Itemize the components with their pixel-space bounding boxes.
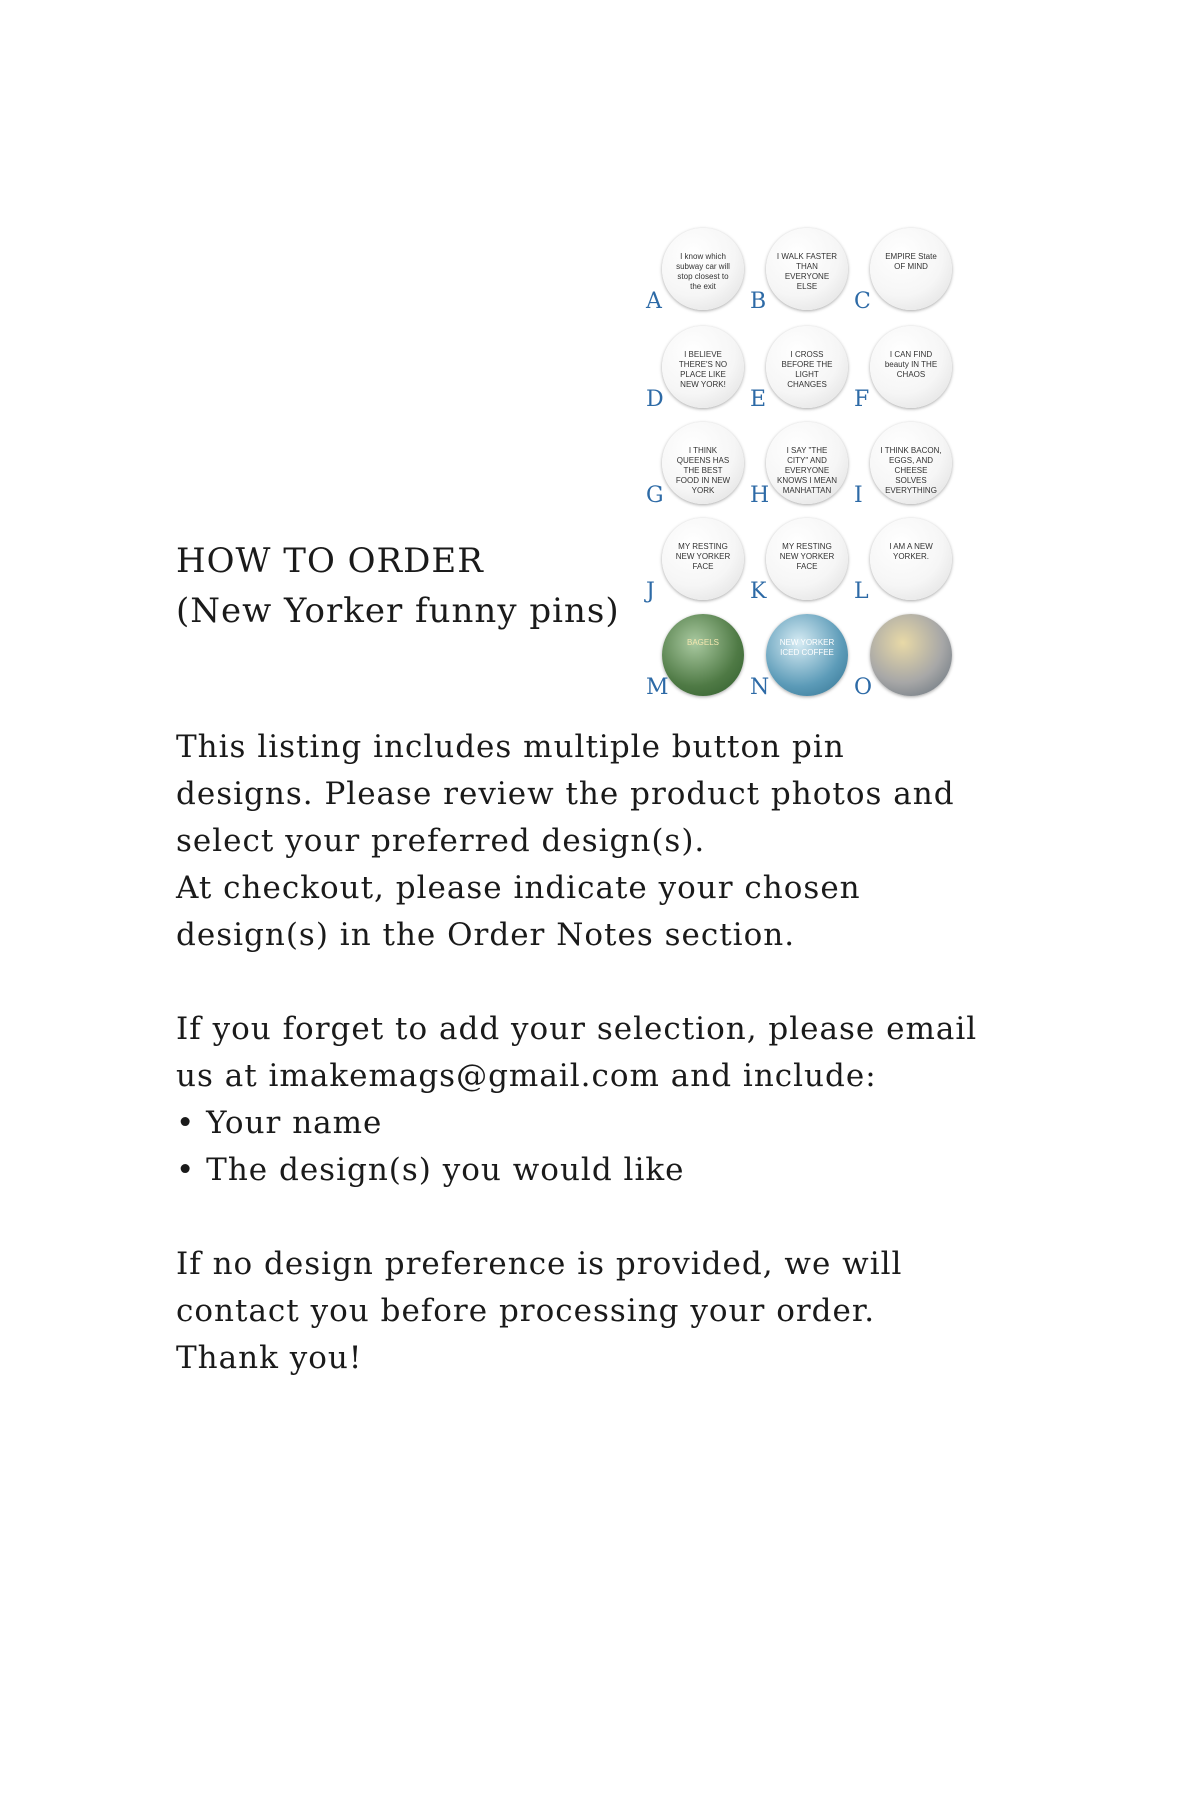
pin-letter: N — [750, 675, 770, 700]
pin-button-image: I AM A NEW YORKER. — [870, 518, 952, 600]
pin-design — [854, 612, 952, 700]
pin-letter: J — [646, 579, 655, 604]
pin-button-image: BAGELS — [662, 614, 744, 696]
pin-letter: L — [854, 579, 869, 604]
pin-design — [646, 420, 744, 508]
instruction-line: This listing includes multiple button pin — [176, 729, 845, 765]
pin-design — [854, 324, 952, 412]
pin-design — [750, 324, 848, 412]
paragraph-gap — [176, 959, 1076, 1006]
pin-design — [854, 420, 952, 508]
pin-button-image: I BELIEVE THERE'S NO PLACE LIKE NEW YORK! — [662, 326, 744, 408]
pin-letter: O — [854, 675, 873, 700]
instruction-line: select your preferred design(s). — [176, 823, 706, 859]
pin-button-image: MY RESTING NEW YORKER FACE — [766, 518, 848, 600]
pin-design — [646, 516, 744, 604]
pin-button-image: I THINK QUEENS HAS THE BEST FOOD IN NEW YORK — [662, 422, 744, 504]
pin-design-grid — [646, 226, 976, 714]
pin-design — [750, 420, 848, 508]
pin-button-image: I WALK FASTER THAN EVERYONE ELSE — [766, 228, 848, 310]
instruction-line: At checkout, please indicate your chosen — [176, 870, 861, 906]
pin-letter: C — [854, 289, 871, 314]
order-instructions — [176, 724, 1076, 1382]
pin-letter: B — [750, 289, 767, 314]
pin-design — [750, 516, 848, 604]
pin-letter: G — [646, 483, 664, 508]
pin-letter: K — [750, 579, 767, 604]
pin-design — [646, 226, 744, 314]
pin-letter: E — [750, 387, 767, 412]
pin-design — [750, 612, 848, 700]
pin-button-image — [870, 614, 952, 696]
pin-design — [646, 612, 744, 700]
bullet-item: • Your name — [176, 1105, 383, 1141]
pin-letter: F — [854, 387, 870, 412]
pin-letter: D — [646, 387, 664, 412]
pin-button-image: NEW YORKER ICED COFFEE — [766, 614, 848, 696]
pin-design — [646, 324, 744, 412]
pin-button-image: I know which subway car will stop closest to the exit — [662, 228, 744, 310]
instruction-line: design(s) in the Order Notes section. — [176, 917, 796, 953]
pin-design — [750, 226, 848, 314]
bullet-item: • The design(s) you would like — [176, 1152, 685, 1188]
instruction-line: us at imakemags@gmail.com and include: — [176, 1058, 877, 1094]
pin-button-image: EMPIRE State OF MIND — [870, 228, 952, 310]
pin-button-image: I THINK BACON, EGGS, AND CHEESE SOLVES EVERYTHING — [870, 422, 952, 504]
pin-letter: I — [854, 483, 863, 508]
instruction-line: If no design preference is provided, we will — [176, 1246, 903, 1282]
thank-you-line: Thank you! — [176, 1340, 363, 1376]
instruction-line: If you forget to add your selection, please email — [176, 1011, 978, 1047]
pin-button-image: I CROSS BEFORE THE LIGHT CHANGES — [766, 326, 848, 408]
pin-design — [854, 516, 952, 604]
order-heading — [176, 536, 620, 636]
pin-button-image: I SAY "THE CITY" AND EVERYONE KNOWS I MEAN MANHATTAN — [766, 422, 848, 504]
heading-title: HOW TO ORDER — [176, 541, 484, 581]
pin-button-image: I CAN FIND beauty IN THE CHAOS — [870, 326, 952, 408]
pin-letter: A — [646, 289, 662, 314]
paragraph-gap — [176, 1194, 1076, 1241]
pin-design — [854, 226, 952, 314]
pin-letter: H — [750, 483, 770, 508]
pin-button-image: MY RESTING NEW YORKER FACE — [662, 518, 744, 600]
instruction-line: designs. Please review the product photos and — [176, 776, 955, 812]
pin-letter: M — [646, 675, 669, 700]
instruction-line: contact you before processing your order. — [176, 1293, 876, 1329]
heading-subtitle: (New Yorker funny pins) — [176, 591, 620, 631]
